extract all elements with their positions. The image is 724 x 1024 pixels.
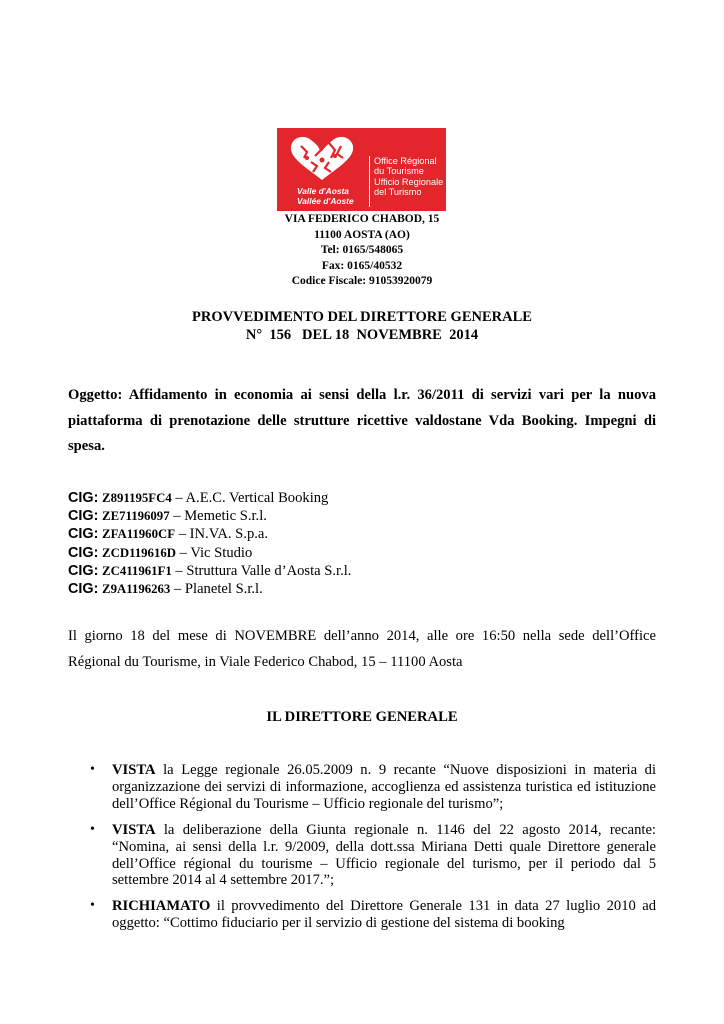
cig-code: ZC411961F1: [102, 563, 172, 578]
logo-line: del Turismo: [374, 186, 422, 197]
cig-list: [68, 489, 656, 598]
list-item-keyword: VISTA: [112, 762, 156, 778]
cig-row: [68, 507, 656, 525]
cig-supplier: – IN.VA. S.p.a.: [175, 526, 269, 543]
list-item: [90, 762, 656, 813]
address-street: VIA FEDERICO CHABOD, 15: [284, 213, 440, 225]
logo-office-text: [374, 156, 443, 197]
address-fiscal-code: Codice Fiscale: 91053920079: [291, 275, 433, 287]
logo-line: Ufficio Regionale: [374, 176, 444, 187]
list-item: [90, 822, 656, 890]
bullet-icon: •: [90, 898, 95, 914]
cig-supplier: – Planetel S.r.l.: [170, 581, 263, 598]
cig-label: CIG:: [68, 562, 99, 579]
intro-paragraph: Il giorno 18 del mese di NOVEMBRE dell’anno 2014, alle ore 16:50 nella sede dell’Office Régional du Tourisme, in Viale Federico Chabod, 15 – 11100 Aosta: [68, 628, 656, 670]
cig-row: [68, 580, 656, 598]
cig-row: [68, 525, 656, 543]
address-phone: Tel: 0165/548065: [320, 244, 404, 256]
logo-line: Vallée d'Aoste: [297, 195, 354, 206]
cig-row: [68, 562, 656, 580]
list-item-text: il provvedimento del Direttore Generale 131 in data 27 luglio 2010 ad oggetto: “Cottimo fiduciario per il servizio di gestione del sistema di booking: [112, 898, 656, 932]
cig-row: [68, 544, 656, 562]
logo-line: Valle d'Aosta: [297, 186, 349, 196]
office-regional-logo: [277, 128, 446, 211]
address-block: [200, 212, 524, 290]
cig-supplier: – Vic Studio: [176, 544, 253, 561]
cig-label: CIG:: [68, 544, 99, 561]
list-item-text: la Legge regionale 26.05.2009 n. 9 recante “Nuove disposizioni in materia di organizzazione dei servizi di informazione, accoglienza ed assistenza turistica ed istituzione dell’Office Régional du Tourisme – Ufficio regionale del turismo”;: [112, 762, 656, 812]
bullet-icon: •: [90, 762, 95, 777]
subject-paragraph: Oggetto: Affidamento in economia ai sensi della l.r. 36/2011 di servizi vari per la nuova piattaforma di prenotazione delle strutture ricettive valdostane Vda Booking. Impegni di spesa.: [68, 387, 656, 454]
title-line: PROVVEDIMENTO DEL DIRETTORE GENERALE: [192, 309, 532, 325]
cig-label: CIG:: [68, 490, 99, 506]
list-item: [90, 898, 656, 932]
cig-code: ZCD119616D: [102, 545, 176, 560]
title-number-date: N° 156 DEL 18 NOVEMBRE 2014: [245, 327, 479, 343]
cig-label: CIG:: [68, 526, 99, 543]
list-item-text: la deliberazione della Giunta regionale n. 1146 del 22 agosto 2014, recante: “Nomina, ai sensi della l.r. 9/2009, della dott.ssa Miriana Detti quale Direttore generale dell’Office régional du tourisme – Ufficio regionale del turismo, per il periodo dal 5 settembre 2014 al 4 settembre 2017.”;: [112, 821, 656, 889]
bullet-icon: •: [90, 821, 95, 837]
cig-supplier: – Memetic S.r.l.: [169, 508, 267, 525]
logo-region-text: [297, 187, 354, 206]
logo-line: Office Régional: [374, 156, 437, 166]
list-item-keyword: VISTA: [112, 821, 156, 838]
cig-supplier: – Struttura Valle d’Aosta S.r.l.: [171, 562, 352, 579]
document-title: [150, 308, 574, 344]
cig-code: ZE71196097: [102, 509, 170, 524]
list-item-keyword: RICHIAMATO: [112, 898, 211, 915]
logo-line: du Tourisme: [374, 166, 424, 177]
logo-divider: [369, 156, 370, 207]
address-city: 11100 AOSTA (AO): [314, 228, 410, 241]
cig-label: CIG:: [68, 508, 99, 525]
cig-row: [68, 489, 656, 507]
address-fax: Fax: 0165/40532: [321, 259, 403, 272]
cig-code: Z891195FC4: [102, 491, 172, 505]
cig-label: CIG:: [68, 581, 99, 598]
section-heading: IL DIRETTORE GENERALE: [266, 709, 458, 725]
recitals-list: [90, 762, 656, 941]
cig-code: Z9A1196263: [102, 582, 171, 597]
cig-code: ZFA11960CF: [102, 527, 176, 542]
cig-supplier: – A.E.C. Vertical Booking: [171, 490, 329, 506]
